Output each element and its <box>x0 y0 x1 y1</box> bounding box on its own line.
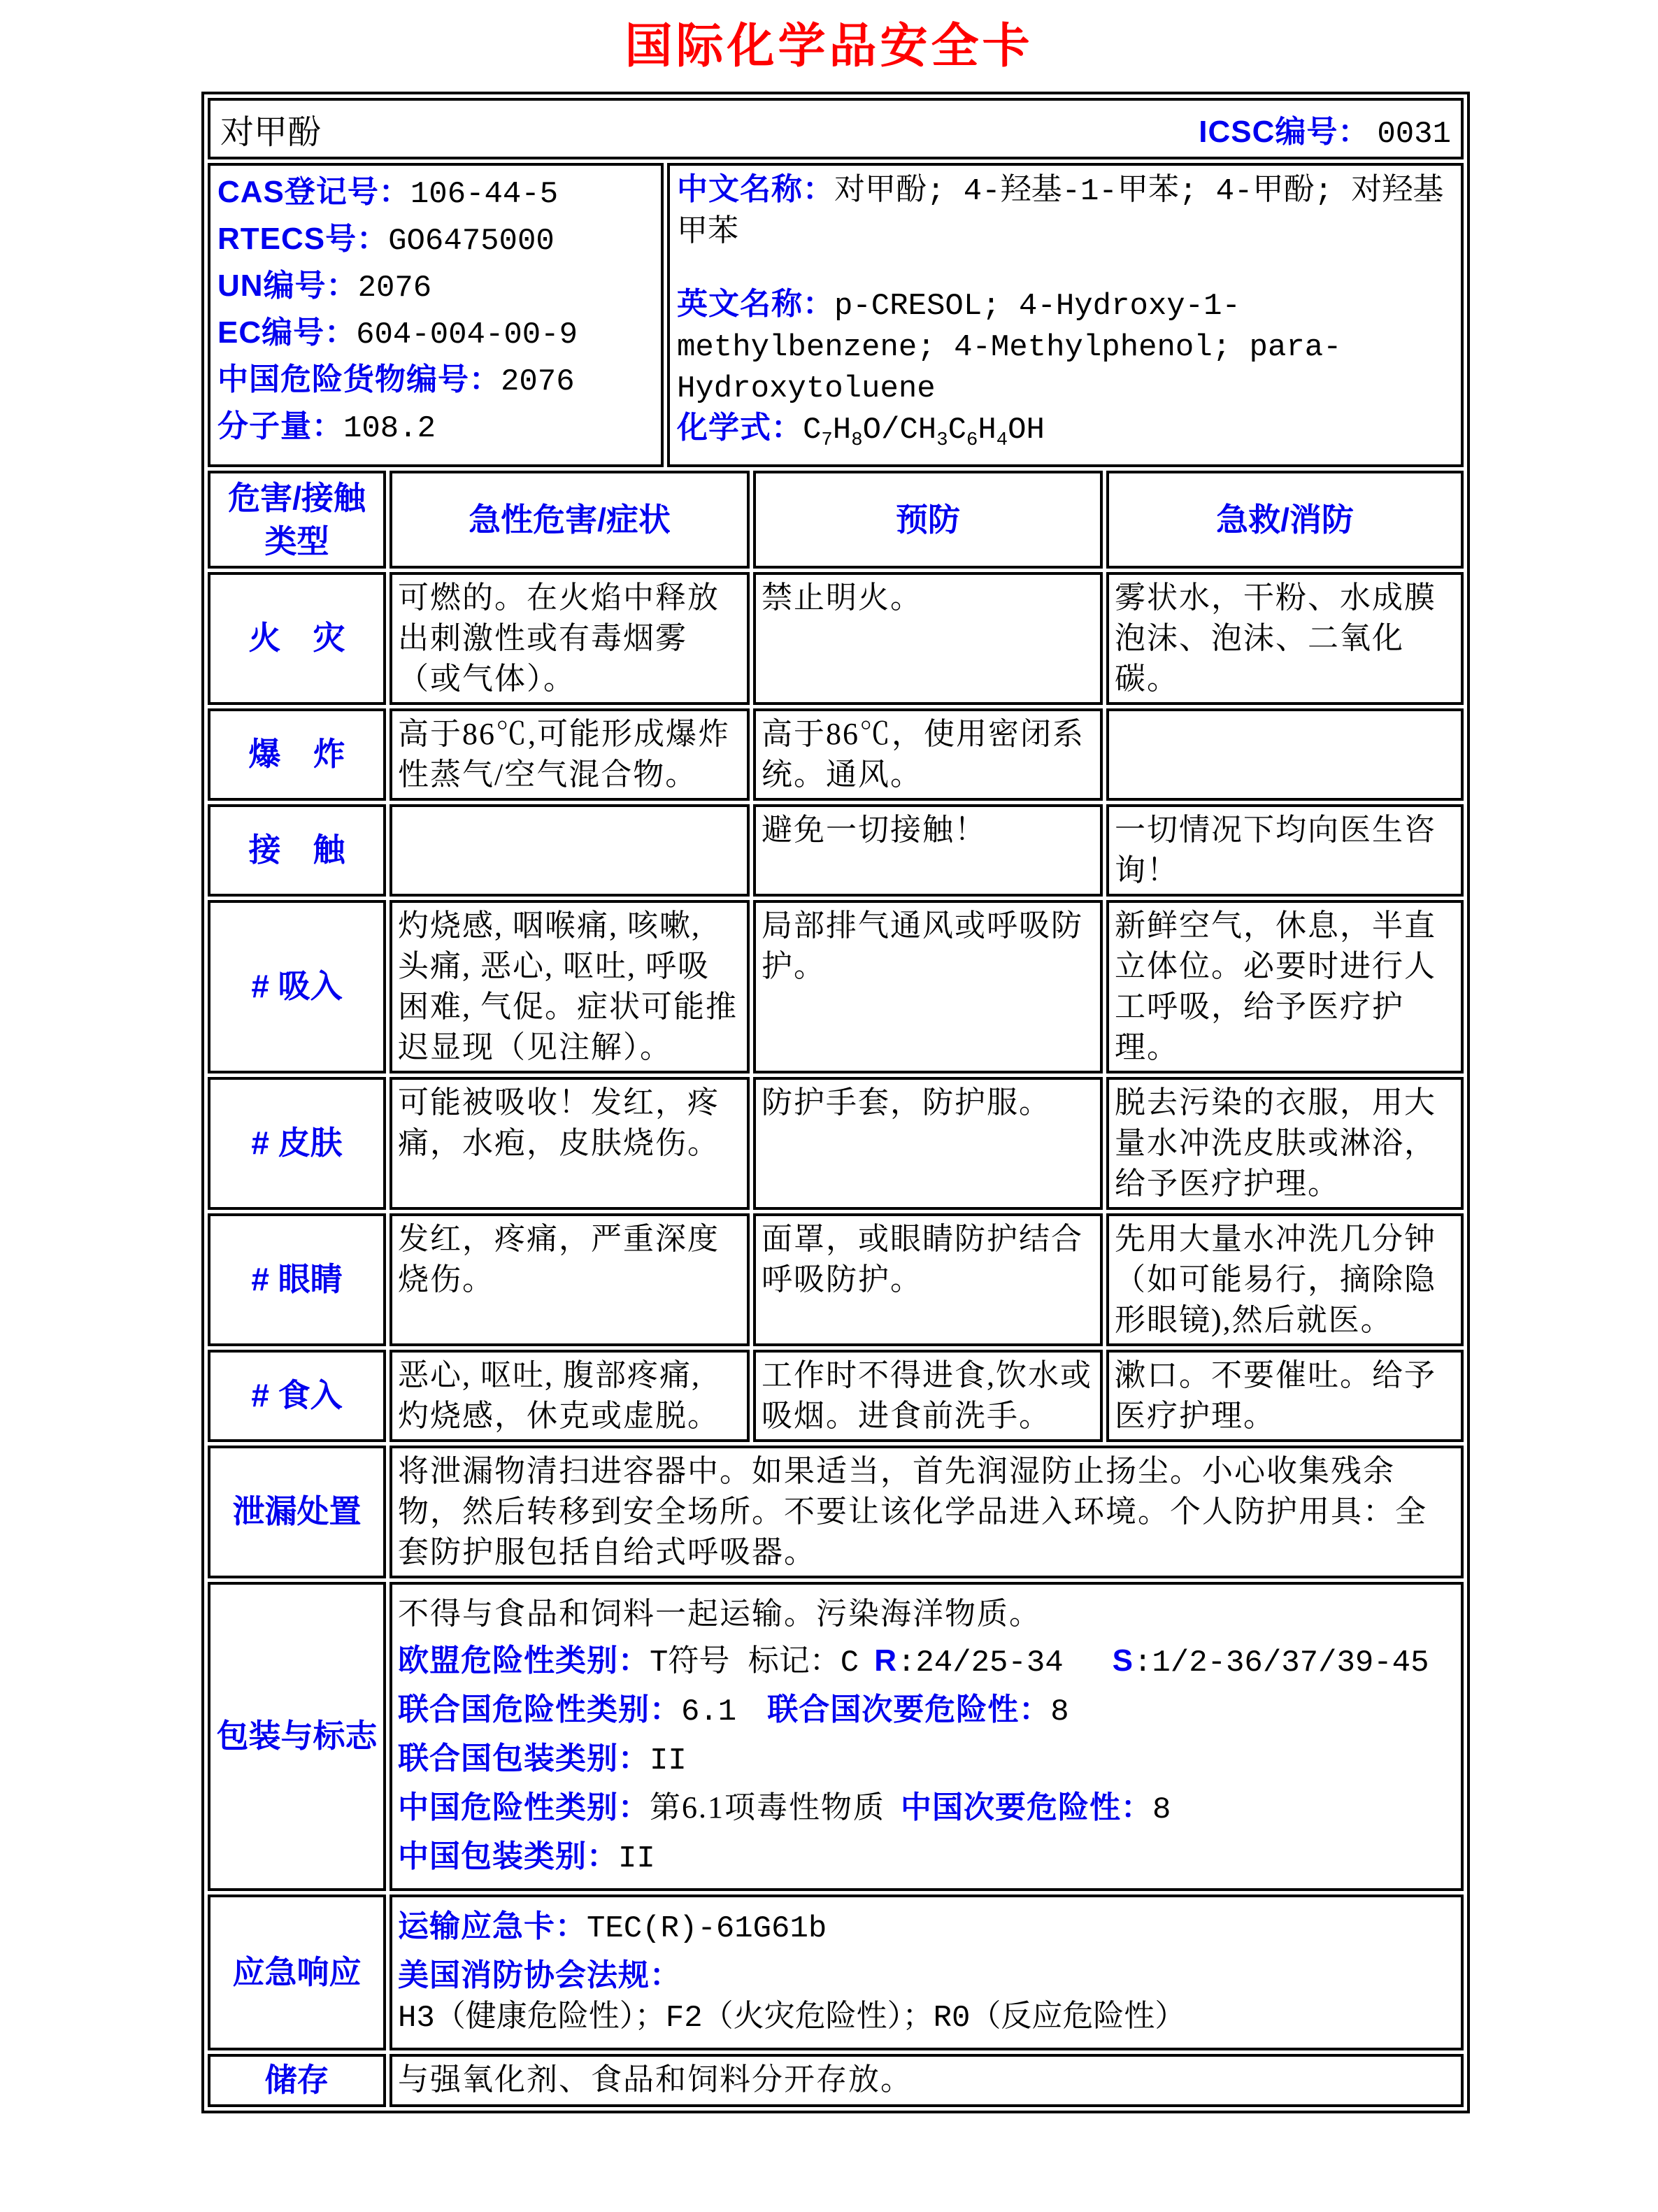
skin-response: 脱去污染的衣服，用大量水冲洗皮肤或淋浴，给予医疗护理。 <box>1106 1077 1464 1210</box>
un-pack-value: II <box>650 1743 687 1778</box>
emergency-content <box>390 1895 1464 2050</box>
emergency-tec-line <box>398 1906 1455 1949</box>
formula-line <box>677 408 1454 460</box>
cn-subsidiary-label: 中国次要危险性： <box>901 1790 1152 1825</box>
cn-name-line <box>677 170 1454 252</box>
fire-prevention: 禁止明火。 <box>753 572 1103 705</box>
en-name-line <box>677 285 1454 408</box>
eu-class-label: 欧盟危险性类别： <box>398 1643 650 1678</box>
un-class-value: 6.1 <box>681 1694 737 1729</box>
hazard-header-firstaid: 急救/消防 <box>1106 471 1464 569</box>
skin-hazards: 可能被吸收！发红，疼痛，水疱，皮肤烧伤。 <box>390 1077 750 1210</box>
mw-label: 分子量： <box>217 409 343 443</box>
cas-value: 106-44-5 <box>410 177 559 212</box>
cn-dg-value: 2076 <box>501 364 575 399</box>
fire-response: 雾状水，干粉、水成膜泡沫、泡沫、二氧化碳。 <box>1106 572 1464 705</box>
cn-class-value: 第6.1项毒性物质 <box>650 1790 885 1825</box>
ingestion-prevention: 工作时不得进食,饮水或吸烟。进食前洗手。 <box>753 1350 1103 1442</box>
eyes-response: 先用大量水冲洗几分钟（如可能易行，摘除隐形眼镜),然后就医。 <box>1106 1213 1464 1346</box>
explosion-response <box>1106 708 1464 801</box>
card-header-row <box>208 98 1464 159</box>
eyes-prevention: 面罩，或眼睛防护结合呼吸防护。 <box>753 1213 1103 1346</box>
mw-line <box>217 404 654 451</box>
cas-label: CAS登记号： <box>217 175 410 209</box>
identification-registry-cell <box>208 163 664 467</box>
hazard-header-prevention: 预防 <box>753 471 1103 569</box>
icsc-value: 0031 <box>1377 116 1451 152</box>
ingestion-hazards: 恶心, 呕吐, 腹部疼痛, 灼烧感，休克或虚脱。 <box>390 1350 750 1442</box>
skin-prevention: 防护手套，防护服。 <box>753 1077 1103 1210</box>
explosion-prevention: 高于86℃，使用密闭系统。通风。 <box>753 708 1103 801</box>
packaging-cn-class-line <box>398 1788 1455 1830</box>
icsc-number <box>1199 106 1451 152</box>
explosion-hazards: 高于86℃,可能形成爆炸性蒸气/空气混合物。 <box>390 708 750 801</box>
explosion-row-label: 爆 炸 <box>208 708 386 801</box>
mw-value: 108.2 <box>343 411 436 446</box>
un-value: 2076 <box>357 271 432 306</box>
en-name-value: p-CRESOL; 4-Hydroxy-1-methylbenzene; 4-Methylphenol; para-Hydroxytoluene <box>677 289 1342 406</box>
fire-hazards: 可燃的。在火焰中释放出刺激性或有毒烟雾（或气体）。 <box>390 572 750 705</box>
inhalation-response: 新鲜空气，休息，半直立体位。必要时进行人工呼吸，给予医疗护理。 <box>1106 900 1464 1073</box>
icsc-label: ICSC编号： <box>1199 114 1370 149</box>
formula-value: $C_7H_8O/CH_3C_6H_4OH$ <box>803 413 1045 451</box>
packaging-content <box>390 1582 1464 1891</box>
cas-line <box>217 170 654 217</box>
cn-pack-value: II <box>618 1841 655 1876</box>
spill-text: 将泄漏物清扫进容器中。如果适当，首先润湿防止扬尘。小心收集残余物，然后转移到安全场所。不要让该化学品进入环境。个人防护用具：全套防护服包括自给式呼吸器。 <box>390 1446 1464 1578</box>
contact-row-label: 接 触 <box>208 804 386 897</box>
eyes-row-label: # 眼睛 <box>208 1213 386 1346</box>
cn-name-label: 中文名称： <box>677 172 834 206</box>
identification-section <box>208 163 1464 467</box>
rtecs-value: GO6475000 <box>388 224 555 259</box>
cn-class-label: 中国危险性类别： <box>398 1790 650 1825</box>
packaging-eu-line <box>398 1641 1455 1683</box>
emergency-row-label: 应急响应 <box>208 1895 386 2050</box>
hazard-header-symptoms: 急性危害/症状 <box>390 471 750 569</box>
ec-label: EC编号： <box>217 315 357 350</box>
page-title: 国际化学品安全卡 <box>624 20 1034 73</box>
tec-value: TEC(R)-61G61b <box>587 1911 827 1946</box>
r-phrase-value: :24/25-34 <box>897 1645 1064 1681</box>
cn-dg-line <box>217 357 654 404</box>
packaging-transport-note: 不得与食品和饲料一起运输。污染海洋物质。 <box>398 1596 1041 1631</box>
inhalation-hazards: 灼烧感, 咽喉痛, 咳嗽, 头痛, 恶心, 呕吐, 呼吸困难, 气促。症状可能推迟显现（见注解）。 <box>390 900 750 1073</box>
tec-label: 运输应急卡： <box>398 1908 587 1943</box>
ec-line <box>217 311 654 357</box>
nfpa-label: 美国消防协会法规： <box>398 1957 681 1992</box>
safety-card <box>201 92 1470 2113</box>
card-header-cell <box>208 98 1464 159</box>
rtecs-label: RTECS号： <box>217 222 389 256</box>
inhalation-prevention: 局部排气通风或呼吸防护。 <box>753 900 1103 1073</box>
un-class-label: 联合国危险性类别： <box>398 1692 681 1727</box>
packaging-cn-pack-line <box>398 1836 1455 1879</box>
contact-hazards <box>390 804 750 897</box>
chemical-name: 对甲酚 <box>220 113 322 151</box>
storage-text: 与强氧化剂、食品和饲料分开存放。 <box>390 2054 1464 2107</box>
ingestion-response: 漱口。不要催吐。给予医疗护理。 <box>1106 1350 1464 1442</box>
rtecs-line <box>217 217 654 264</box>
formula-label: 化学式： <box>677 411 803 445</box>
un-subsidiary-label: 联合国次要危险性： <box>767 1692 1051 1727</box>
un-pack-label: 联合国包装类别： <box>398 1741 650 1776</box>
ingestion-row-label: # 食入 <box>208 1350 386 1442</box>
packaging-un-class-line <box>398 1690 1455 1732</box>
identification-names-cell <box>667 163 1464 467</box>
cn-subsidiary-value: 8 <box>1152 1792 1171 1827</box>
skin-row-label: # 皮肤 <box>208 1077 386 1210</box>
contact-prevention: 避免一切接触！ <box>753 804 1103 897</box>
eu-class-value: T符号 标记：C <box>650 1645 859 1681</box>
r-phrase-label: R <box>874 1643 897 1678</box>
inhalation-row-label: # 吸入 <box>208 900 386 1073</box>
contact-response: 一切情况下均向医生咨询！ <box>1106 804 1464 897</box>
spill-row-label: 泄漏处置 <box>208 1446 386 1578</box>
cn-name-value: 对甲酚; 4-羟基-1-甲苯; 4-甲酚; 对羟基甲苯 <box>677 174 1444 250</box>
un-label: UN编号： <box>217 269 358 303</box>
cn-pack-label: 中国包装类别： <box>398 1839 618 1874</box>
packaging-un-pack-line <box>398 1739 1455 1781</box>
s-phrase-value: :1/2-36/37/39-45 <box>1134 1645 1429 1681</box>
storage-row-label: 储存 <box>208 2054 386 2107</box>
un-subsidiary-value: 8 <box>1050 1694 1069 1729</box>
cn-dg-label: 中国危险货物编号： <box>217 362 501 397</box>
hazard-header-type: 危害/接触类型 <box>208 471 386 569</box>
emergency-nfpa-line <box>398 1955 1455 2039</box>
nfpa-value: H3（健康危险性）；F2（火灾危险性）；R0（反应危险性） <box>398 2000 1186 2036</box>
un-line <box>217 264 654 311</box>
en-name-label: 英文名称： <box>677 287 834 321</box>
eyes-hazards: 发红，疼痛，严重深度烧伤。 <box>390 1213 750 1346</box>
hazard-table <box>208 471 1464 2107</box>
ec-value: 604-004-00-9 <box>356 317 578 352</box>
packaging-row-label: 包装与标志 <box>208 1582 386 1891</box>
s-phrase-label: S <box>1112 1643 1134 1678</box>
fire-row-label: 火 灾 <box>208 572 386 705</box>
